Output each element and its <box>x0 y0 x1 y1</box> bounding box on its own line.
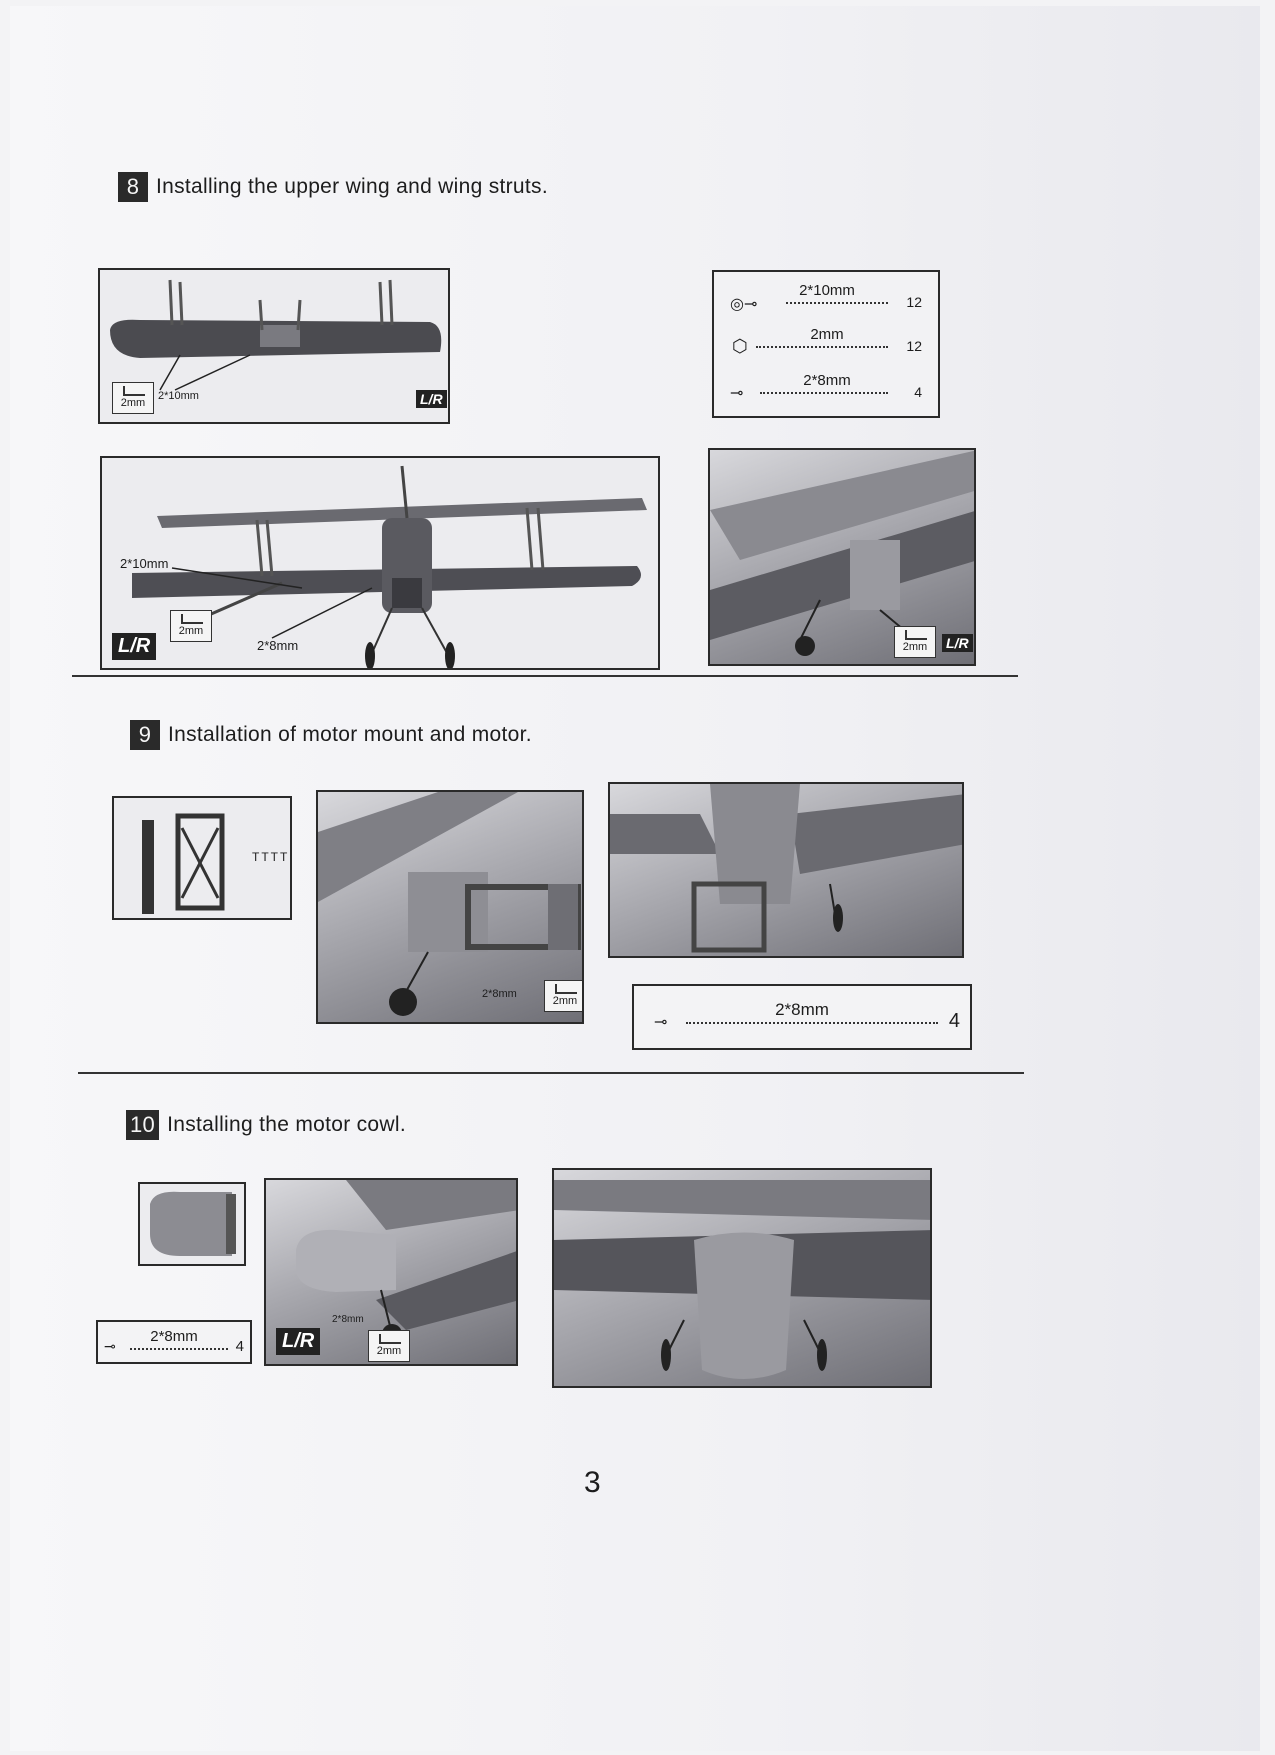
step-8-number: 8 <box>118 172 148 202</box>
hardware-list-step-10 <box>96 1320 252 1364</box>
biplane-detail-photo <box>708 448 976 666</box>
hex-tool-icon <box>112 382 154 414</box>
screws-label: TTTT <box>252 850 290 864</box>
motor-mount-parts-figure <box>112 796 292 920</box>
motor-mount-rear-drawing <box>610 784 964 958</box>
step-10-number: 10 <box>126 1110 159 1140</box>
hardware-qty: 12 <box>906 338 922 354</box>
section-divider <box>72 675 1018 677</box>
left-right-badge: L/R <box>942 634 973 652</box>
left-right-badge: L/R <box>276 1328 320 1355</box>
hardware-qty: 4 <box>948 1010 960 1032</box>
hardware-size: 2*10mm <box>799 282 855 299</box>
motor-cowl-drawing <box>140 1184 246 1266</box>
biplane-front-figure <box>100 456 660 670</box>
nut-icon: ⬡ <box>732 336 748 356</box>
tool-size-label: 2mm <box>552 995 578 1007</box>
screw-size-label-a: 2*10mm <box>120 556 169 571</box>
screw-size-label: 2*8mm <box>332 1314 364 1325</box>
hardware-size: 2*8mm <box>775 1000 829 1019</box>
hardware-row <box>726 328 928 356</box>
manual-page <box>10 6 1260 1751</box>
hex-tool-icon <box>544 980 584 1012</box>
screw-washer-icon: ◎⊸ <box>730 296 758 313</box>
hardware-qty: 4 <box>235 1338 244 1355</box>
motor-cowl-side-photo <box>264 1178 518 1366</box>
motor-cowl-front-drawing <box>554 1170 932 1388</box>
tool-size-label: 2mm <box>376 1345 402 1357</box>
upper-wing-figure <box>98 268 450 424</box>
section-divider <box>78 1072 1024 1074</box>
left-right-badge: L/R <box>416 390 447 408</box>
step-8-heading <box>118 172 548 202</box>
step-9-number: 9 <box>130 720 160 750</box>
left-right-badge: L/R <box>112 633 156 660</box>
hardware-size: 2*8mm <box>150 1328 198 1345</box>
motor-cowl-front-photo <box>552 1168 932 1388</box>
hex-tool-icon <box>170 610 212 642</box>
tool-size-label: 2mm <box>178 625 204 637</box>
step-9-heading <box>130 720 532 750</box>
motor-cowl-part-figure <box>138 1182 246 1266</box>
screw-size-label: 2*10mm <box>158 390 199 402</box>
tool-size-label: 2mm <box>120 397 146 409</box>
hardware-list-step-8 <box>712 270 940 418</box>
hardware-row <box>726 374 928 402</box>
hardware-size: 2*8mm <box>803 372 851 389</box>
screw-icon: ⊸ <box>730 385 744 402</box>
step-9-title: Installation of motor mount and motor. <box>168 723 532 746</box>
step-10-title: Installing the motor cowl. <box>167 1113 406 1136</box>
motor-mount-photo <box>316 790 584 1024</box>
hardware-qty: 4 <box>914 384 922 400</box>
hardware-size: 2mm <box>810 326 844 343</box>
step-10-heading <box>126 1110 406 1140</box>
hardware-list-step-9 <box>632 984 972 1050</box>
tool-size-label: 2mm <box>902 641 928 653</box>
biplane-detail-drawing <box>710 450 976 666</box>
screw-icon: ⊸ <box>104 1338 116 1354</box>
hex-tool-icon <box>894 626 936 658</box>
step-8-title: Installing the upper wing and wing struts. <box>156 175 548 198</box>
screw-size-label: 2*8mm <box>482 988 517 1000</box>
screw-size-label-b: 2*8mm <box>257 638 299 653</box>
page-number: 3 <box>584 1466 601 1499</box>
screw-icon: ⊸ <box>654 1014 668 1031</box>
hardware-row <box>726 284 928 312</box>
motor-mount-rear-photo <box>608 782 964 958</box>
hex-tool-icon <box>368 1330 410 1362</box>
hardware-qty: 12 <box>906 294 922 310</box>
